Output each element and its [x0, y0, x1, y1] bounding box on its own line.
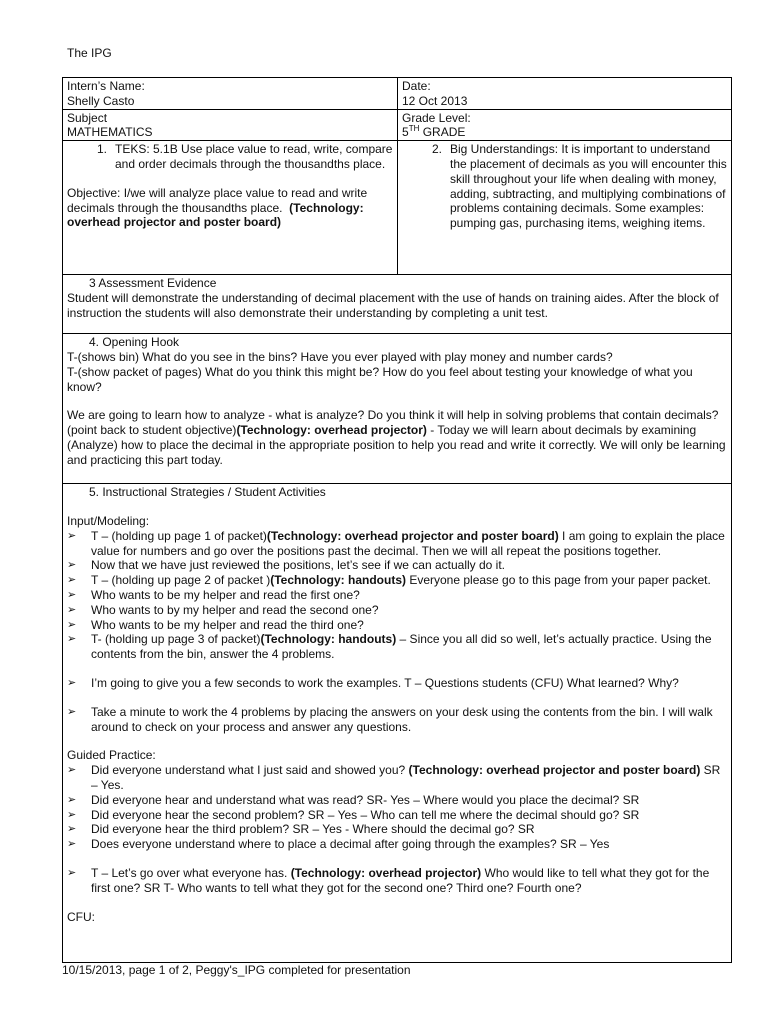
teks-item [67, 142, 393, 172]
grade-label: Grade Level: [402, 110, 471, 125]
list-item [67, 632, 727, 662]
understandings-text: Big Understandings: It is important to understand the placement of decimals as you will encounter this skill throughout your life when dealing with money, adding, subtracting, and multiplying combinations of problems containing decimals. Some examples: pumping gas, purchasing items, weighing items. [450, 142, 727, 231]
arrow-bullet-icon: ➢ [67, 764, 77, 777]
date-cell [398, 78, 731, 109]
hook-paragraph [67, 408, 727, 467]
list-item [67, 866, 727, 896]
grade-num: 5 [402, 125, 409, 140]
list-item [67, 837, 727, 852]
ipg-table [62, 77, 732, 963]
item-text: SR – Yes. [91, 763, 721, 792]
intern-cell [63, 78, 398, 109]
understandings-item [402, 142, 727, 231]
arrow-bullet-icon: ➢ [67, 823, 77, 836]
arrow-bullet-icon: ➢ [67, 588, 77, 601]
item-text: – Since you all did so well, let’s actually practice. Using the contents from the bin, answer the 4 problems. [91, 632, 712, 662]
hook-line-1: T-(shows bin) What do you see in the bins? Have you ever played with play money and number cards? [67, 349, 613, 364]
arrow-bullet-icon: ➢ [67, 793, 77, 806]
objective-text: Objective: I/we will analyze place value to read and write decimals through the thousandths place. [67, 185, 368, 215]
list-item [67, 588, 727, 603]
row-teks-understandings [63, 140, 731, 274]
item-text: T – (holding up page 1 of packet) [91, 528, 267, 543]
arrow-bullet-icon: ➢ [67, 618, 77, 631]
arrow-bullet-icon: ➢ [67, 529, 77, 542]
hook-para-a: We are going to learn how to analyze - what is analyze? Do you think it will help in solving problems that contain decimals? (point back to student objective) [67, 408, 719, 438]
understandings-cell [398, 141, 731, 274]
item-text: Did everyone hear the second problem? SR – Yes – Who can tell me where the decimal should go? SR [91, 807, 640, 822]
item-text: Who wants to be my helper and read the third one? [91, 617, 364, 632]
input-list [67, 529, 727, 662]
item-text: Who would like to tell what they got for the first one? SR T- Who wants to tell what they got for the second one? Third one? Fourth one? [91, 865, 710, 895]
guided-list [67, 763, 727, 852]
hook-para-b: - Today we will learn about decimals by examining (Analyze) how to place the decimal in the appropriate position to help you read and write it correctly. We will only be learning and practicing this part today. [67, 423, 726, 467]
item-text: I’m going to give you a few seconds to work the examples. T – Questions students (CFU) What learned? Why? [91, 675, 679, 690]
grade-sup: TH [408, 124, 420, 134]
review-list [67, 866, 727, 896]
arrow-bullet-icon: ➢ [67, 574, 77, 587]
hook-line-2: T-(show packet of pages) What do you think this might be? How do you feel about testing your knowledge of what you know? [67, 364, 693, 394]
item-text: Did everyone hear the third problem? SR – Yes - Where should the decimal go? SR [91, 822, 535, 837]
intern-label: Intern’s Name: [67, 79, 145, 93]
teks-text: TEKS: 5.1B Use place value to read, write, compare and order decimals through the thousandths place. [115, 142, 393, 171]
item-tech: (Technology: handouts) [270, 573, 406, 588]
intern-value: Shelly Casto [67, 93, 135, 108]
item-text: Who wants to by my helper and read the second one? [91, 602, 379, 617]
teks-cell [63, 141, 398, 274]
list-item [67, 822, 727, 837]
arrow-bullet-icon: ➢ [67, 705, 77, 718]
hook-para-tech: (Technology: overhead projector) [236, 423, 427, 438]
subject-cell [63, 110, 398, 141]
grade-word: GRADE [419, 125, 466, 140]
list-item [67, 793, 727, 808]
assessment-heading: 3 Assessment Evidence [89, 276, 217, 291]
teks-number: 1. [96, 142, 107, 157]
row-assessment [63, 274, 731, 333]
item-text: Now that we have just reviewed the positions, let’s see if we can actually do it. [91, 558, 505, 573]
understandings-number: 2. [431, 142, 442, 157]
practice-list [67, 705, 727, 735]
subject-label: Subject [67, 110, 108, 125]
item-text: I am going to explain the place value for numbers and go over the positions past the decimal. Then we will all repeat the positions together. [91, 528, 725, 558]
list-item [67, 763, 727, 793]
subject-value: MATHEMATICS [67, 125, 153, 140]
item-tech: (Technology: overhead projector and poster board) [266, 528, 559, 543]
objective [67, 186, 393, 230]
arrow-bullet-icon: ➢ [67, 603, 77, 616]
cfu-label: CFU: [67, 909, 95, 924]
examples-list [67, 676, 727, 691]
objective-tech: (Technology: overhead projector and poster board) [67, 200, 364, 230]
list-item [67, 808, 727, 823]
item-text: Take a minute to work the 4 problems by placing the answers on your desk using the contents from the bin. I will walk around to check on your process and answer any questions. [91, 704, 713, 734]
row-opening-hook [63, 333, 731, 483]
assessment-text: Student will demonstrate the understanding of decimal placement with the use of hands on training aides. After the block of instruction the students will also demonstrate their understanding by completing a unit test. [67, 290, 719, 320]
row-intern-date [63, 78, 731, 109]
grade-value [402, 125, 727, 140]
row-subject-grade [63, 109, 731, 141]
item-text: Did everyone understand what I just said and showed you? [91, 763, 409, 778]
item-text: T – Let’s go over what everyone has. [91, 865, 291, 880]
arrow-bullet-icon: ➢ [67, 866, 77, 879]
arrow-bullet-icon: ➢ [67, 676, 77, 689]
item-text: T- (holding up page 3 of packet) [91, 632, 261, 647]
list-item [67, 676, 727, 691]
arrow-bullet-icon: ➢ [67, 808, 77, 821]
list-item [67, 573, 727, 588]
item-text: Did everyone hear and understand what was read? SR- Yes – Where would you place the decimal? SR [91, 792, 640, 807]
list-item [67, 618, 727, 633]
item-text: T – (holding up page 2 of packet ) [91, 573, 271, 588]
guided-label: Guided Practice: [67, 748, 156, 763]
grade-cell [398, 110, 731, 141]
list-item [67, 529, 727, 559]
row-strategies [63, 483, 731, 962]
item-tech: (Technology: handouts) [260, 632, 397, 647]
list-item [67, 558, 727, 573]
date-value: 12 Oct 2013 [402, 93, 468, 108]
item-text: Everyone please go to this page from your paper packet. [406, 573, 711, 588]
item-text: Who wants to be my helper and read the first one? [91, 587, 360, 602]
date-label: Date: [402, 79, 431, 93]
strategies-heading: 5. Instructional Strategies / Student Activities [89, 485, 326, 500]
list-item [67, 603, 727, 618]
document-title: The IPG [67, 46, 112, 60]
hook-heading: 4. Opening Hook [89, 335, 180, 350]
input-label: Input/Modeling: [67, 513, 150, 528]
arrow-bullet-icon: ➢ [67, 838, 77, 851]
item-text: Does everyone understand where to place a decimal after going through the examples? SR – Yes [91, 837, 610, 852]
arrow-bullet-icon: ➢ [67, 559, 77, 572]
arrow-bullet-icon: ➢ [67, 633, 77, 646]
item-tech: (Technology: overhead projector and poster board) [408, 763, 701, 778]
page-footer: 10/15/2013, page 1 of 2, Peggy's_IPG completed for presentation [62, 963, 411, 977]
item-tech: (Technology: overhead projector) [290, 865, 482, 880]
list-item [67, 705, 727, 735]
